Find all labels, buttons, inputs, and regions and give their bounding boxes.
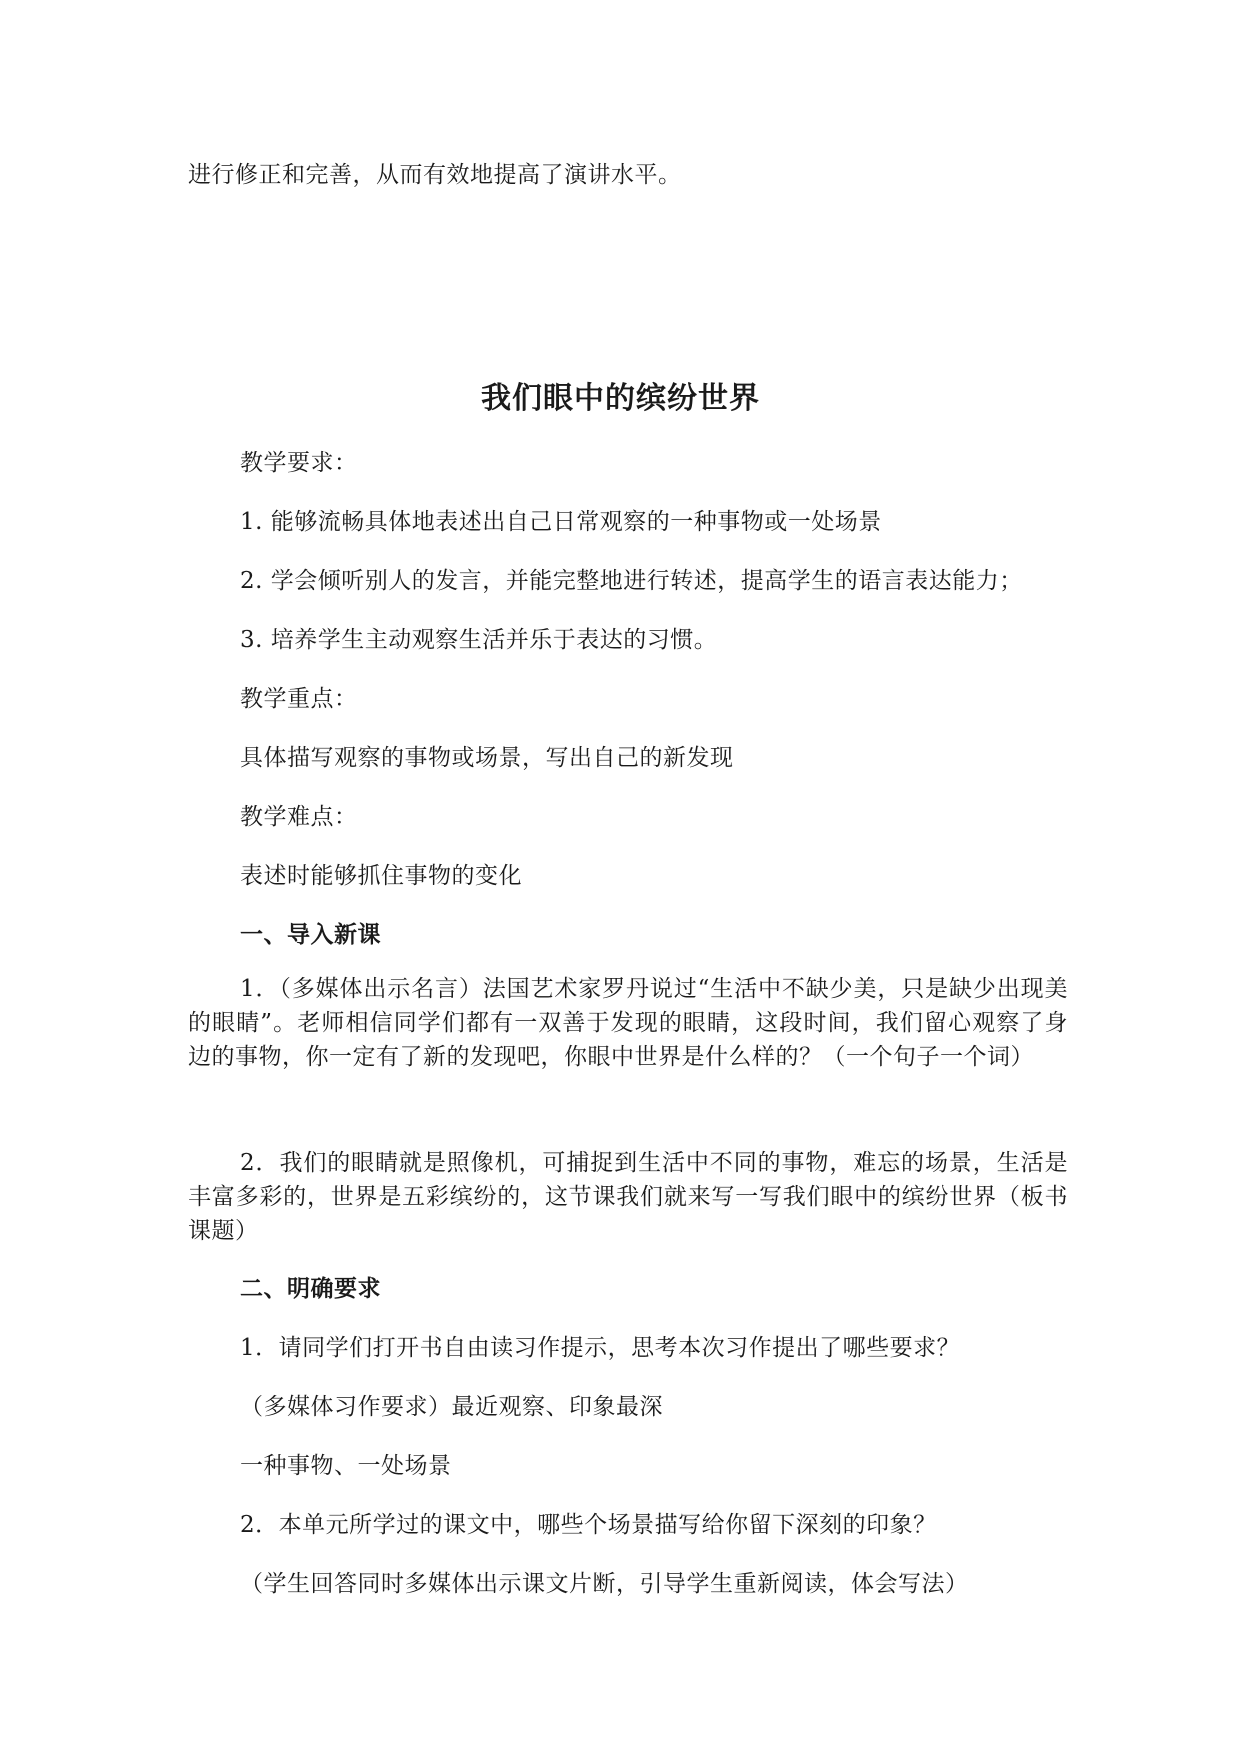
- section1-paragraph-1: 1．（多媒体出示名言）法国艺术家罗丹说过“生活中不缺少美，只是缺少出现美的眼睛”。老师相信同学们都有一双善于发现的眼睛，这段时间，我们留心观察了身边的事物，你一定有了新的发现吧，你眼中世界是什么样的？（一个句子一个词）: [188, 976, 1068, 1070]
- requirement-item-1: 1. 能够流畅具体地表述出自己日常观察的一种事物或一处场景: [240, 509, 882, 535]
- difficulties-heading: 教学难点：: [240, 804, 358, 830]
- section2-line-3: 一种事物、一处场景: [240, 1453, 452, 1479]
- requirement-item-3: 3. 培养学生主动观察生活并乐于表达的习惯。: [240, 627, 718, 653]
- section2-heading: 二、明确要求: [240, 1275, 381, 1302]
- requirement-item-2: 2. 学会倾听别人的发言，并能完整地进行转述，提高学生的语言表达能力；: [240, 568, 1023, 594]
- section2-line-5: （学生回答同时多媒体出示课文片断，引导学生重新阅读，体会写法）: [240, 1571, 969, 1597]
- key-points-heading: 教学重点：: [240, 686, 358, 712]
- page-title: 我们眼中的缤纷世界: [481, 381, 760, 416]
- requirements-heading: 教学要求：: [240, 450, 358, 476]
- section1-heading: 一、导入新课: [240, 921, 381, 948]
- section1-paragraph-2: 2．我们的眼睛就是照像机，可捕捉到生活中不同的事物，难忘的场景，生活是丰富多彩的，世界是五彩缤纷的，这节课我们就来写一写我们眼中的缤纷世界（板书课题）: [188, 1150, 1068, 1244]
- continuation-line: 进行修正和完善，从而有效地提高了演讲水平。: [188, 162, 682, 188]
- section2-line-1: 1．请同学们打开书自由读习作提示，思考本次习作提出了哪些要求？: [240, 1335, 961, 1361]
- section2-line-2: （多媒体习作要求）最近观察、印象最深: [240, 1394, 663, 1420]
- key-points-text: 具体描写观察的事物或场景，写出自己的新发现: [240, 745, 734, 771]
- section2-line-4: 2．本单元所学过的课文中，哪些个场景描写给你留下深刻的印象？: [240, 1512, 937, 1538]
- difficulties-text: 表述时能够抓住事物的变化: [240, 863, 522, 889]
